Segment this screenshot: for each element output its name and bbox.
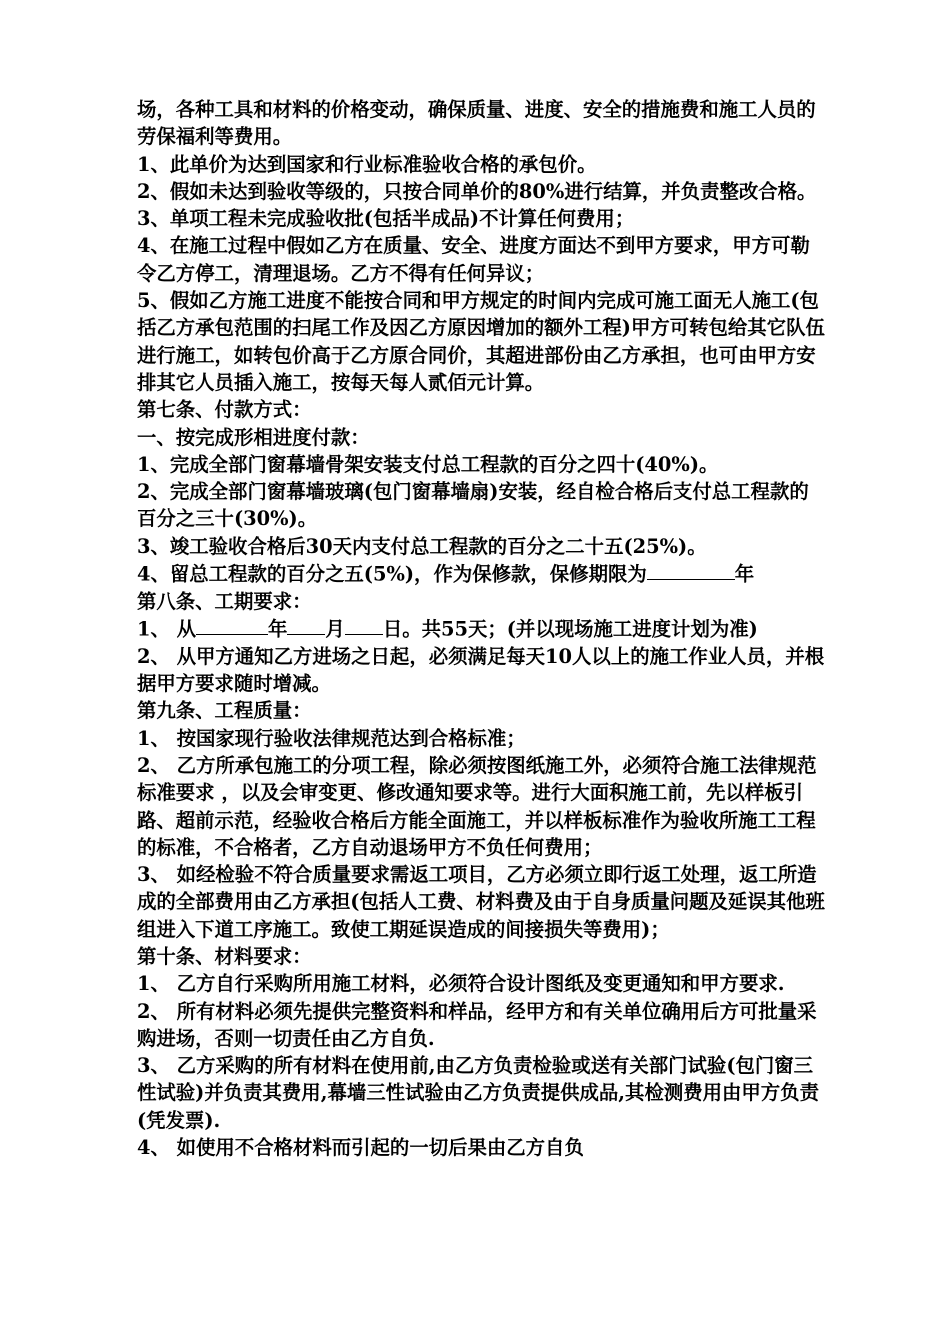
month-label: 月: [325, 617, 345, 641]
payment-item-4: [137, 560, 827, 588]
period-prefix: 1、 从: [137, 617, 197, 641]
paragraph-subcontract: 5、假如乙方施工进度不能按合同和甲方规定的时间内完成可施工面无人施工(包括乙方承包范围的扫尾工作及因乙方原因增加的额外工程)甲方可转包给其它队伍进行施工，如转包价高于乙方原合同价，其超进部份由乙方承担，也可由甲方安排其它人员插入施工，按每天每人贰佰元计算。: [137, 289, 825, 394]
period-item-2: 2、 从甲方通知乙方进场之日起，必须满足每天10人以上的施工作业人员，并根据甲方要求随时增减。: [137, 644, 825, 696]
material-item-1: 1、 乙方自行采购所用施工材料，必须符合设计图纸及变更通知和甲方要求.: [137, 972, 785, 996]
paragraph-stop-work: 4、在施工过程中假如乙方在质量、安全、进度方面达不到甲方要求，甲方可勒令乙方停工，清理退场。乙方不得有任何异议；: [137, 234, 810, 285]
material-item-4: 4、 如使用不合格材料而引起的一切后果由乙方自负: [137, 1136, 584, 1160]
warranty-text: 4、留总工程款的百分之五(5%)，作为保修款，保修期限为: [137, 562, 647, 586]
article-10-title: 第十条、材料要求：: [137, 944, 312, 968]
payment-item-3: 3、竣工验收合格后30天内支付总工程款的百分之二十五(25%)。: [137, 534, 707, 558]
article-9-title: 第九条、工程质量：: [137, 699, 312, 723]
warranty-unit: 年: [734, 562, 755, 586]
article-7-title: 第七条、付款方式：: [137, 398, 312, 422]
year-label: 年: [268, 617, 288, 641]
period-item-1: [137, 615, 827, 643]
document-page: [137, 96, 827, 1161]
quality-item-3: 3、 如经检验不符合质量要求需返工项目，乙方必须立即行返工处理，返工所造成的全部费用由乙方承担(包括人工费、材料费及由于自身质量问题及延误其他班组进入下道工序施工。致使工期延误造成的间接损失等费用)；: [137, 863, 825, 941]
article-8-title: 第八条、工期要求：: [137, 589, 312, 613]
payment-item-1: 1、完成全部门窗幕墙骨架安装支付总工程款的百分之四十(40%)。: [137, 452, 719, 476]
payment-subtitle: 一、按完成形相进度付款：: [137, 425, 370, 449]
year-blank: [196, 615, 268, 635]
period-rest: 日。共55天；(并以现场施工进度计划为准): [382, 617, 758, 641]
quality-item-2: 2、 乙方所承包施工的分项工程，除必须按图纸施工外，必须符合施工法律规范标准要求 ，以及会审变更、修改通知要求等。进行大面积施工前，先以样板引路、超前示范，经验收合格后方能全面施工，并以样板标准作为验收所施工工程的标准，不合格者，乙方自动退场甲方不负任何费用；: [137, 753, 817, 859]
day-blank: [345, 615, 383, 635]
paragraph-inspection-batch: 3、单项工程未完成验收批(包括半成品)不计算任何费用；: [137, 207, 635, 231]
material-item-3: 3、 乙方采购的所有材料在使用前,由乙方负责检验或送有关部门试验(包门窗三性试验)并负责其费用,幕墙三性试验由乙方负责提供成品,其检测费用由甲方负责(凭发票).: [137, 1054, 819, 1132]
warranty-period-blank: [647, 560, 735, 580]
material-item-2: 2、 所有材料必须先提供完整资料和样品，经甲方和有关单位确用后方可批量采购进场，否则一切责任由乙方自负.: [137, 999, 817, 1050]
paragraph-price-scope: 场，各种工具和材料的价格变动，确保质量、进度、安全的措施费和施工人员的劳保福利等费用。: [137, 98, 816, 149]
paragraph-unit-price: 1、此单价为达到国家和行业标准验收合格的承包价。: [137, 152, 597, 176]
paragraph-settlement: 2、假如未达到验收等级的，只按合同单价的80%进行结算，并负责整改合格。: [137, 179, 817, 203]
quality-item-1: 1、 按国家现行验收法律规范达到合格标准；: [137, 726, 526, 750]
month-blank: [287, 615, 325, 635]
payment-item-2: 2、完成全部门窗幕墙玻璃(包门窗幕墙扇)安装，经自检合格后支付总工程款的百分之三十(30%)。: [137, 480, 809, 531]
